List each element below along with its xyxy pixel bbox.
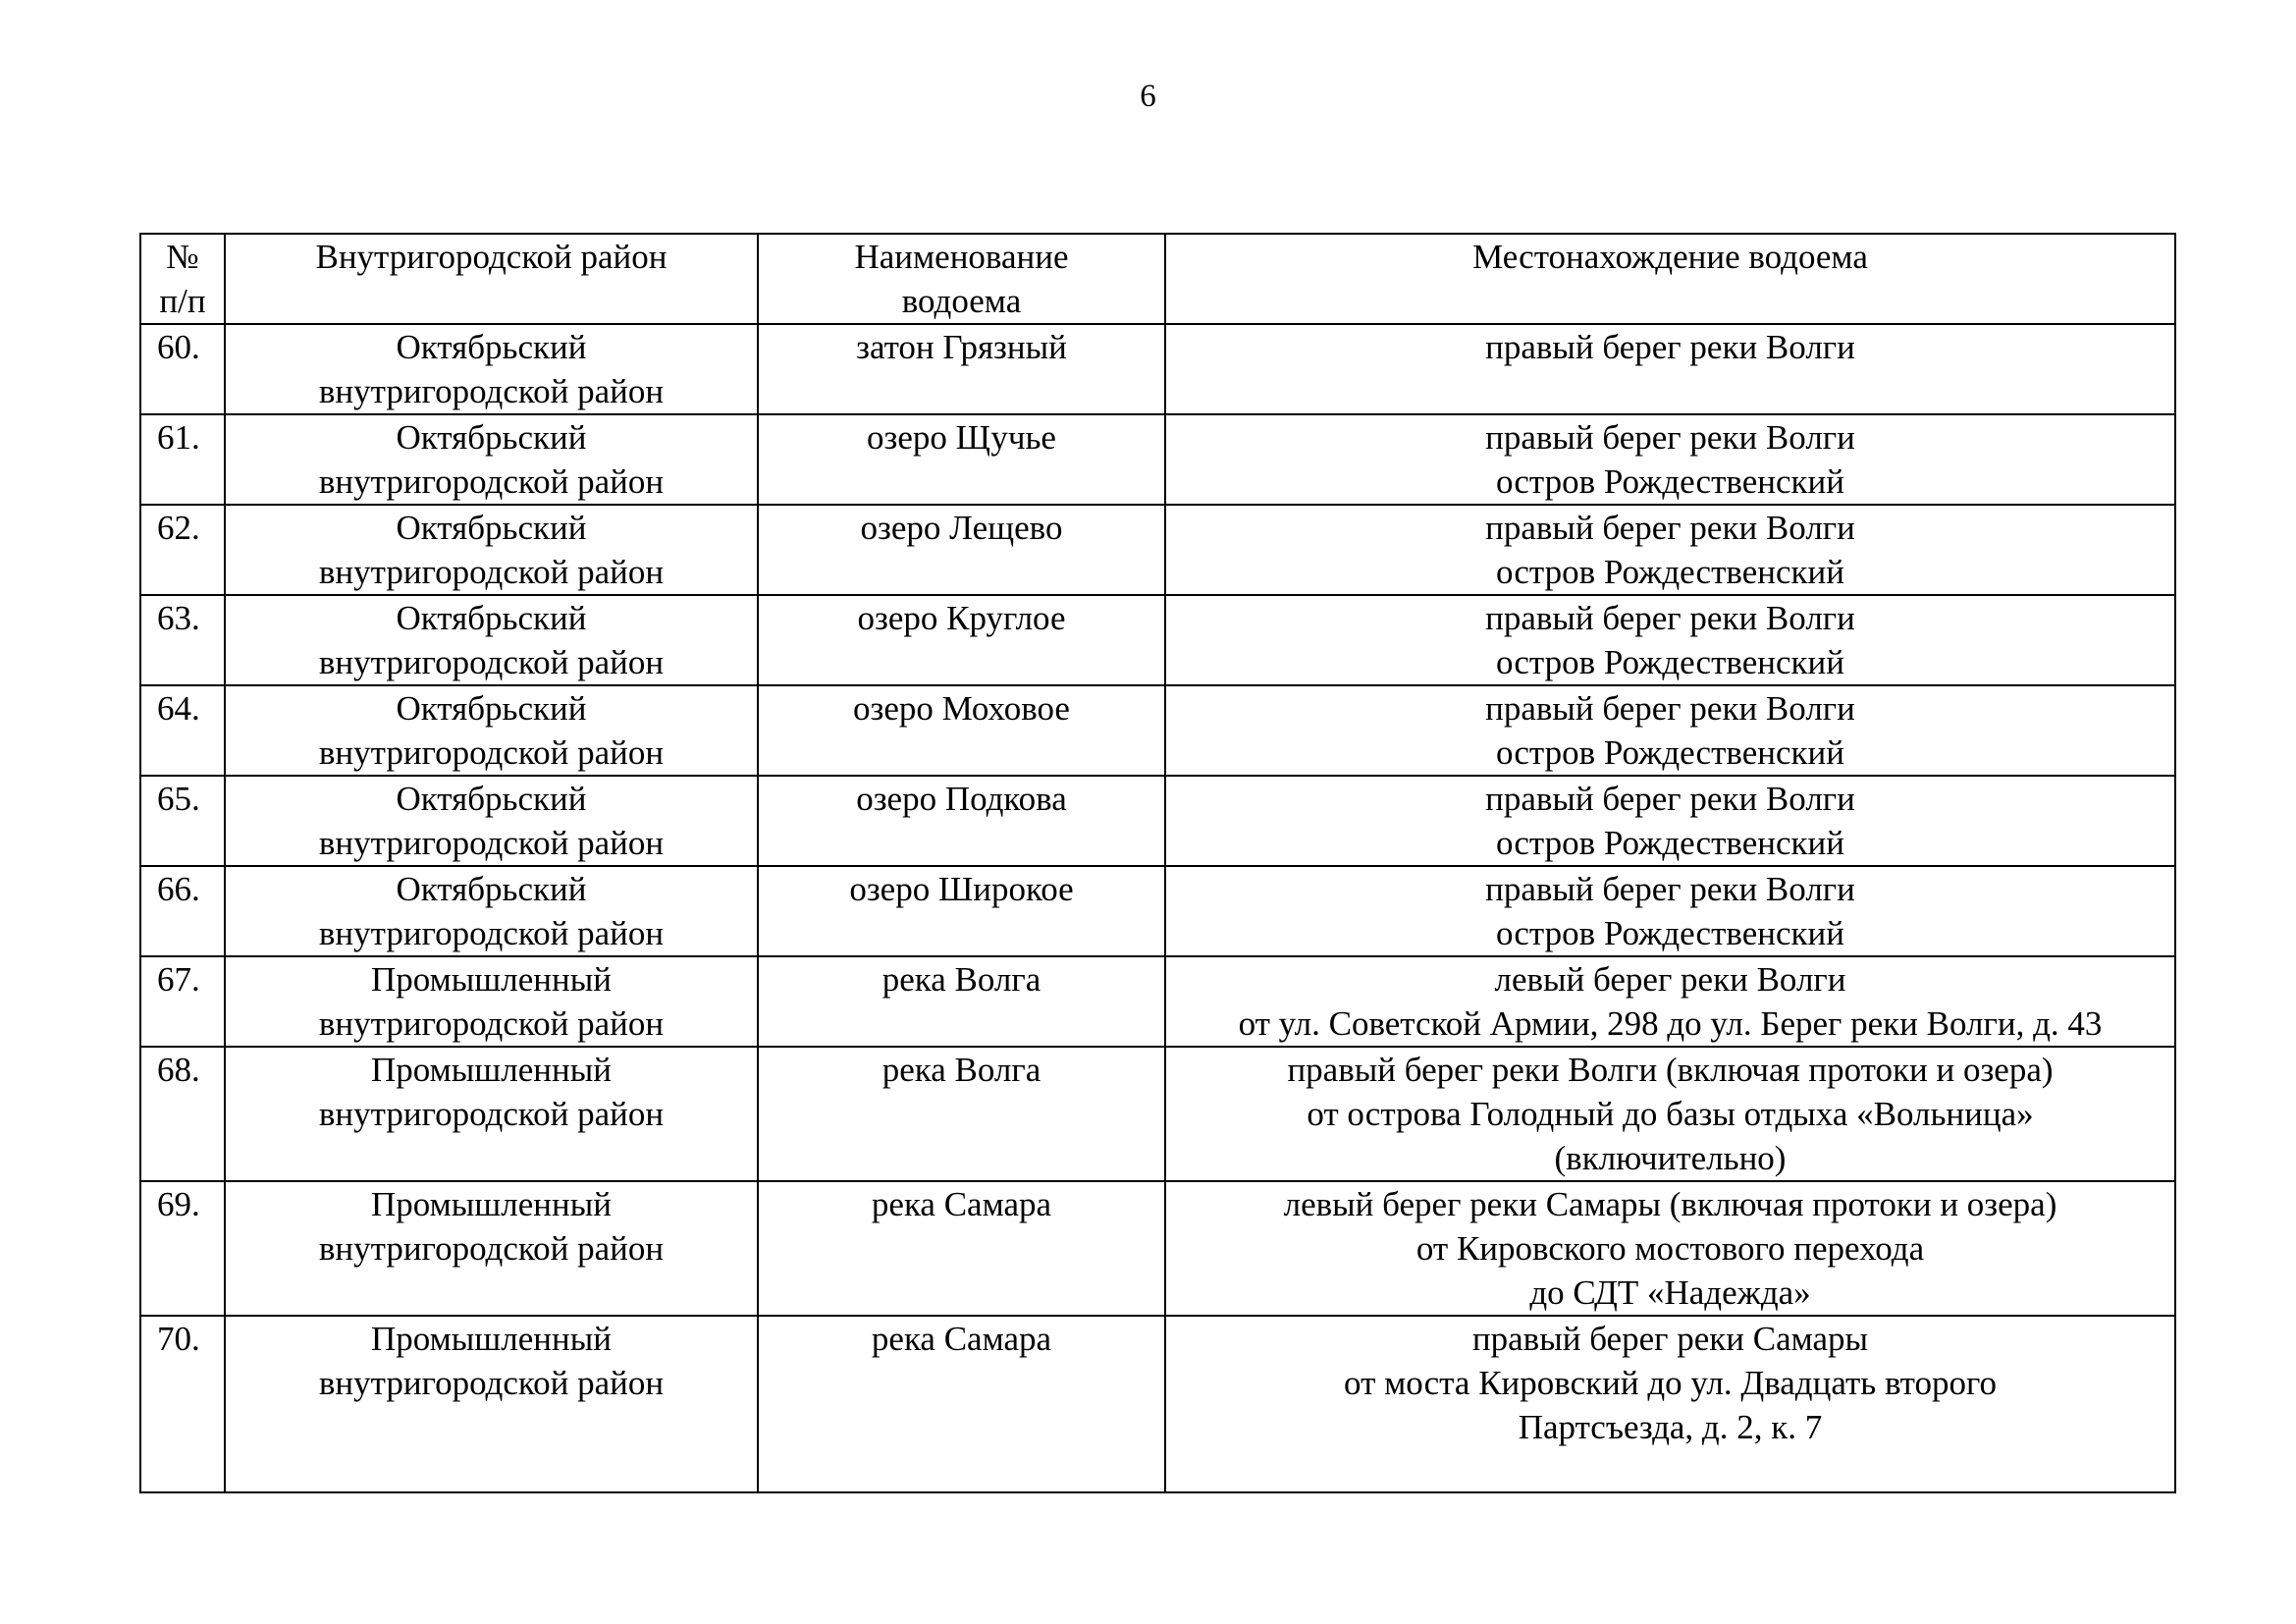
table-row xyxy=(140,1181,2175,1316)
table-row xyxy=(140,1047,2175,1181)
header-location xyxy=(1165,234,2175,324)
location-line: правый берег реки Волги xyxy=(1485,599,1855,637)
cell-number: 61. xyxy=(140,414,225,505)
cell-water-body-name: озеро Широкое xyxy=(758,866,1165,956)
location-line: остров Рождественский xyxy=(1496,733,1844,772)
location-line: до СДТ «Надежда» xyxy=(1529,1273,1811,1312)
table-row xyxy=(140,1316,2175,1492)
cell-number: 63. xyxy=(140,595,225,685)
district-line: Промышленный xyxy=(371,960,612,999)
table-row xyxy=(140,595,2175,685)
header-name xyxy=(758,234,1165,324)
header-district-label: Внутригородской район xyxy=(315,238,667,276)
cell-district xyxy=(225,595,758,685)
table-row xyxy=(140,866,2175,956)
district-line: внутригородской район xyxy=(318,462,665,501)
location-line: правый берег реки Волги xyxy=(1485,780,1855,818)
cell-location xyxy=(1165,956,2175,1047)
location-line: остров Рождественский xyxy=(1496,462,1844,501)
location-line: правый берег реки Волги xyxy=(1485,689,1855,728)
location-line: правый берег реки Волги xyxy=(1485,418,1855,457)
district-line: внутригородской район xyxy=(318,1004,665,1043)
cell-water-body-name: река Волга xyxy=(758,1047,1165,1181)
cell-district xyxy=(225,324,758,414)
cell-location xyxy=(1165,505,2175,595)
location-line: правый берег реки Волги xyxy=(1485,328,1855,366)
cell-location xyxy=(1165,1316,2175,1492)
cell-location xyxy=(1165,1181,2175,1316)
cell-district xyxy=(225,685,758,776)
district-line: внутригородской район xyxy=(318,372,665,410)
district-line: внутригородской район xyxy=(318,824,665,862)
table-row xyxy=(140,324,2175,414)
cell-district xyxy=(225,505,758,595)
cell-location xyxy=(1165,595,2175,685)
cell-water-body-name: озеро Щучье xyxy=(758,414,1165,505)
cell-water-body-name: озеро Подкова xyxy=(758,776,1165,866)
table-row xyxy=(140,685,2175,776)
header-number xyxy=(140,234,225,324)
cell-water-body-name: река Самара xyxy=(758,1181,1165,1316)
header-location-label: Местонахождение водоема xyxy=(1472,238,1868,276)
district-line: внутригородской район xyxy=(318,733,665,772)
location-line: от острова Голодный до базы отдыха «Вольница» xyxy=(1307,1095,2034,1133)
cell-location xyxy=(1165,324,2175,414)
location-line: остров Рождественский xyxy=(1496,643,1844,681)
district-line: внутригородской район xyxy=(318,1364,665,1402)
cell-district xyxy=(225,1047,758,1181)
table-row xyxy=(140,776,2175,866)
district-line: внутригородской район xyxy=(318,643,665,681)
location-line: левый берег реки Волги xyxy=(1494,960,1846,999)
location-line: Партсъезда, д. 2, к. 7 xyxy=(1518,1408,1823,1446)
location-line: от Кировского мостового перехода xyxy=(1415,1229,1925,1268)
cell-number: 67. xyxy=(140,956,225,1047)
table-body xyxy=(140,324,2175,1492)
cell-district xyxy=(225,414,758,505)
cell-number: 62. xyxy=(140,505,225,595)
district-line: Промышленный xyxy=(371,1320,612,1358)
cell-location xyxy=(1165,414,2175,505)
header-number-line: п/п xyxy=(159,282,206,320)
location-line: правый берег реки Самары xyxy=(1471,1320,1869,1358)
cell-number: 68. xyxy=(140,1047,225,1181)
cell-number: 70. xyxy=(140,1316,225,1492)
district-line: Октябрьский xyxy=(396,780,587,818)
cell-number: 69. xyxy=(140,1181,225,1316)
district-line: внутригородской район xyxy=(318,553,665,591)
district-line: Промышленный xyxy=(371,1051,612,1089)
cell-number: 60. xyxy=(140,324,225,414)
district-line: Октябрьский xyxy=(396,689,587,728)
district-line: Октябрьский xyxy=(396,418,587,457)
location-line: (включительно) xyxy=(1554,1139,1787,1177)
cell-water-body-name: река Волга xyxy=(758,956,1165,1047)
cell-location xyxy=(1165,1047,2175,1181)
cell-district xyxy=(225,776,758,866)
location-line: остров Рождественский xyxy=(1496,824,1844,862)
table-row xyxy=(140,414,2175,505)
district-line: внутригородской район xyxy=(318,914,665,952)
district-line: Октябрьский xyxy=(396,599,587,637)
table-row xyxy=(140,505,2175,595)
cell-number: 65. xyxy=(140,776,225,866)
table-header-row xyxy=(140,234,2175,324)
district-line: Октябрьский xyxy=(396,509,587,547)
district-line: внутригородской район xyxy=(318,1095,665,1133)
location-line: остров Рождественский xyxy=(1496,914,1844,952)
district-line: Октябрьский xyxy=(396,870,587,908)
header-name-line: Наименование xyxy=(854,238,1069,276)
header-district xyxy=(225,234,758,324)
cell-number: 64. xyxy=(140,685,225,776)
cell-water-body-name: озеро Круглое xyxy=(758,595,1165,685)
location-line: остров Рождественский xyxy=(1496,553,1844,591)
district-line: внутригородской район xyxy=(318,1229,665,1268)
cell-location xyxy=(1165,685,2175,776)
cell-location xyxy=(1165,866,2175,956)
district-line: Октябрьский xyxy=(396,328,587,366)
table-row xyxy=(140,956,2175,1047)
location-line: правый берег реки Волги (включая протоки и озера) xyxy=(1287,1051,2054,1089)
header-number-line: № xyxy=(166,238,199,276)
cell-water-body-name: река Самара xyxy=(758,1316,1165,1492)
cell-water-body-name: озеро Моховое xyxy=(758,685,1165,776)
page-number: 6 xyxy=(1140,79,1156,114)
header-name-line: водоема xyxy=(901,282,1022,320)
cell-district xyxy=(225,956,758,1047)
cell-district xyxy=(225,1316,758,1492)
location-line: правый берег реки Волги xyxy=(1485,870,1855,908)
cell-number: 66. xyxy=(140,866,225,956)
location-line: от моста Кировский до ул. Двадцать второго xyxy=(1344,1364,1997,1402)
cell-district xyxy=(225,1181,758,1316)
water-bodies-table xyxy=(139,233,2176,1493)
location-line: правый берег реки Волги xyxy=(1485,509,1855,547)
location-line: левый берег реки Самары (включая протоки и озера) xyxy=(1283,1185,2057,1223)
location-line: от ул. Советской Армии, 298 до ул. Берег реки Волги, д. 43 xyxy=(1238,1004,2103,1043)
cell-district xyxy=(225,866,758,956)
cell-water-body-name: затон Грязный xyxy=(758,324,1165,414)
district-line: Промышленный xyxy=(371,1185,612,1223)
cell-water-body-name: озеро Лещево xyxy=(758,505,1165,595)
cell-location xyxy=(1165,776,2175,866)
